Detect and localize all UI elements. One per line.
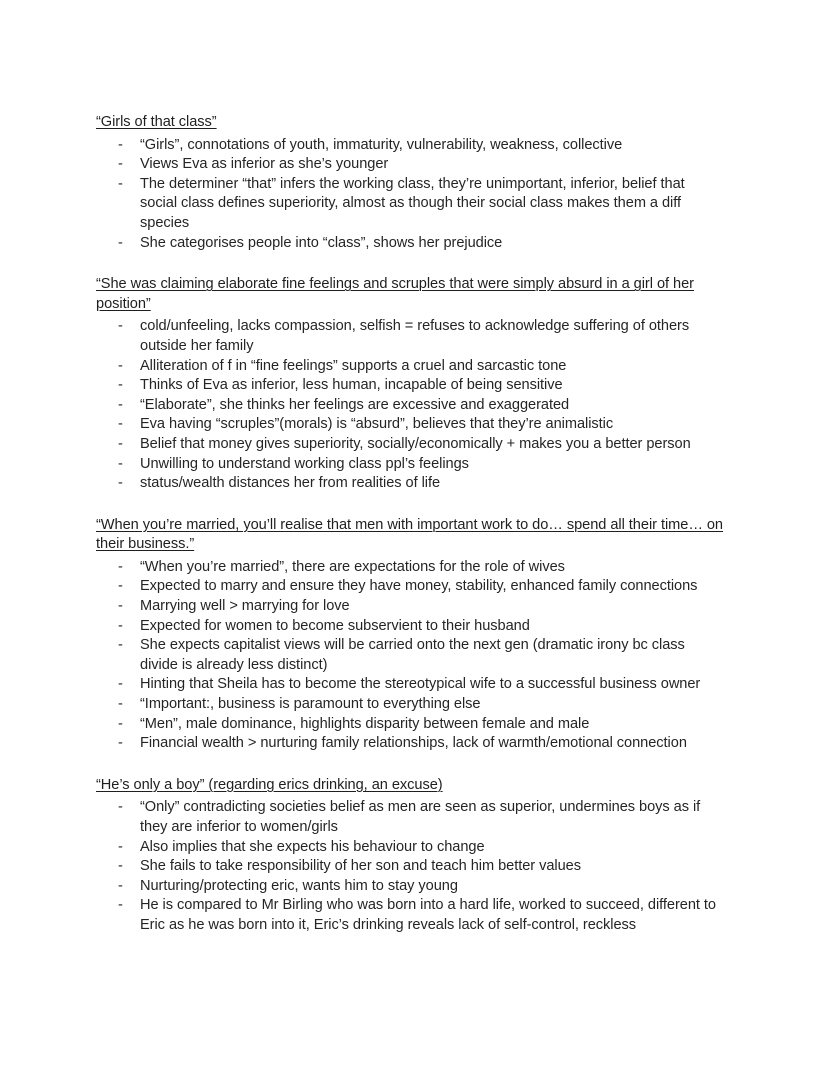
list-item-text: Alliteration of f in “fine feelings” supports a cruel and sarcastic tone xyxy=(140,357,567,374)
list-item-text: Unwilling to understand working class ppl’s feelings xyxy=(140,455,469,472)
bullet-dash-marker: - xyxy=(118,676,123,693)
list-item-text: Belief that money gives superiority, socially/economically + makes you a better person xyxy=(140,435,691,452)
list-item-text: “Men”, male dominance, highlights disparity between female and male xyxy=(140,715,590,732)
section-heading: “He’s only a boy” (regarding erics drinking, an excuse) xyxy=(96,776,443,793)
document-body xyxy=(96,113,724,936)
bullet-dash-marker: - xyxy=(118,558,123,575)
list-item xyxy=(96,455,724,475)
list-item-text: She fails to take responsibility of her son and teach him better values xyxy=(140,858,581,875)
list-item-text: Views Eva as inferior as she’s younger xyxy=(140,156,389,173)
bullet-dash-marker: - xyxy=(118,715,123,732)
list-item-text: “Girls”, connotations of youth, immaturity, vulnerability, weakness, collective xyxy=(140,136,623,153)
bullet-dash-marker: - xyxy=(118,175,123,192)
list-item-text: She expects capitalist views will be carried onto the next gen (dramatic irony bc class divide is already less distinct) xyxy=(140,637,685,673)
list-item xyxy=(96,136,724,156)
list-item xyxy=(96,396,724,416)
bullet-dash-marker: - xyxy=(118,377,123,394)
list-item-text: “Only” contradicting societies belief as men are seen as superior, undermines boys as if they are inferior to women/girls xyxy=(140,799,701,835)
list-item-text: She categorises people into “class”, shows her prejudice xyxy=(140,234,503,251)
list-item xyxy=(96,234,724,254)
analysis-bullet-list xyxy=(96,136,724,254)
list-item-text: Nurturing/protecting eric, wants him to stay young xyxy=(140,877,458,894)
bullet-dash-marker: - xyxy=(118,156,123,173)
list-item xyxy=(96,798,724,837)
list-item xyxy=(96,857,724,877)
list-item xyxy=(96,474,724,494)
list-item-text: Financial wealth > nurturing family relationships, lack of warmth/emotional connection xyxy=(140,735,687,752)
list-item xyxy=(96,317,724,356)
list-item xyxy=(96,695,724,715)
list-item-text: cold/unfeeling, lacks compassion, selfish = refuses to acknowledge suffering of others outside her family xyxy=(140,318,690,354)
bullet-dash-marker: - xyxy=(118,578,123,595)
list-item xyxy=(96,617,724,637)
bullet-dash-marker: - xyxy=(118,799,123,816)
list-item xyxy=(96,357,724,377)
list-item xyxy=(96,415,724,435)
list-item xyxy=(96,877,724,897)
bullet-dash-marker: - xyxy=(118,318,123,335)
bullet-dash-marker: - xyxy=(118,475,123,492)
list-item-text: The determiner “that” infers the working class, they’re unimportant, inferior, belief that social class defines superiority, almost as though their social class makes them a diff species xyxy=(140,175,685,231)
list-item xyxy=(96,155,724,175)
quote-section xyxy=(96,776,724,936)
bullet-dash-marker: - xyxy=(118,858,123,875)
quote-section xyxy=(96,516,724,754)
bullet-dash-marker: - xyxy=(118,234,123,251)
section-heading: “When you’re married, you’ll realise that men with important work to do… spend all their time… on their business.” xyxy=(96,516,724,553)
bullet-dash-marker: - xyxy=(118,598,123,615)
list-item-text: He is compared to Mr Birling who was born into a hard life, worked to succeed, different to Eric as he was born into it, Eric’s drinking reveals lack of self-control, reckless xyxy=(140,897,716,933)
analysis-bullet-list xyxy=(96,558,724,754)
list-item-text: Hinting that Sheila has to become the stereotypical wife to a successful business owner xyxy=(140,676,701,693)
list-item-text: “Important:, business is paramount to everything else xyxy=(140,696,481,713)
list-item xyxy=(96,435,724,455)
bullet-dash-marker: - xyxy=(118,396,123,413)
bullet-dash-marker: - xyxy=(118,136,123,153)
analysis-bullet-list xyxy=(96,317,724,493)
quote-section xyxy=(96,275,724,494)
bullet-dash-marker: - xyxy=(118,455,123,472)
list-item-text: “Elaborate”, she thinks her feelings are excessive and exaggerated xyxy=(140,396,570,413)
list-item-text: Marrying well > marrying for love xyxy=(140,598,350,615)
list-item xyxy=(96,896,724,935)
analysis-bullet-list xyxy=(96,798,724,935)
list-item xyxy=(96,175,724,234)
bullet-dash-marker: - xyxy=(118,617,123,634)
list-item-text: Expected for women to become subservient to their husband xyxy=(140,617,530,634)
bullet-dash-marker: - xyxy=(118,877,123,894)
list-item xyxy=(96,838,724,858)
list-item-text: Eva having “scruples”(morals) is “absurd”, believes that they’re animalistic xyxy=(140,416,614,433)
bullet-dash-marker: - xyxy=(118,897,123,914)
list-item xyxy=(96,734,724,754)
quote-section xyxy=(96,113,724,253)
list-item-text: status/wealth distances her from realities of life xyxy=(140,475,441,492)
bullet-dash-marker: - xyxy=(118,416,123,433)
bullet-dash-marker: - xyxy=(118,637,123,654)
list-item xyxy=(96,597,724,617)
list-item xyxy=(96,636,724,675)
list-item-text: Thinks of Eva as inferior, less human, incapable of being sensitive xyxy=(140,377,563,394)
list-item xyxy=(96,577,724,597)
bullet-dash-marker: - xyxy=(118,435,123,452)
section-heading: “Girls of that class” xyxy=(96,114,217,130)
list-item xyxy=(96,675,724,695)
section-heading: “She was claiming elaborate fine feelings and scruples that were simply absurd in a girl of her position” xyxy=(96,276,694,312)
bullet-dash-marker: - xyxy=(118,357,123,374)
list-item xyxy=(96,715,724,735)
list-item-text: “When you’re married”, there are expectations for the role of wives xyxy=(140,558,565,575)
bullet-dash-marker: - xyxy=(118,696,123,713)
list-item-text: Also implies that she expects his behaviour to change xyxy=(140,838,485,855)
list-item xyxy=(96,376,724,396)
bullet-dash-marker: - xyxy=(118,735,123,752)
list-item xyxy=(96,558,724,578)
bullet-dash-marker: - xyxy=(118,838,123,855)
list-item-text: Expected to marry and ensure they have money, stability, enhanced family connections xyxy=(140,578,698,595)
